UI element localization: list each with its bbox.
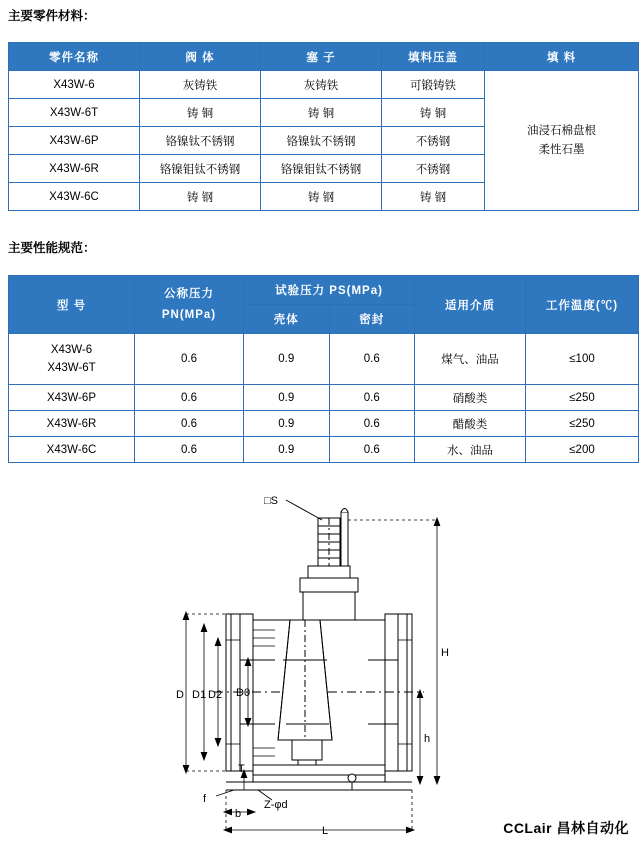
- table-header-row: [9, 276, 639, 305]
- cell-model: X43W-6R: [9, 411, 135, 437]
- label-b: b: [235, 808, 242, 820]
- cell-valve-body: 铸 铜: [140, 99, 261, 127]
- cell-seal-pressure: 0.6: [329, 411, 415, 437]
- cell-packing-gland: 不锈钢: [382, 127, 485, 155]
- label-square-s: □S: [264, 495, 278, 507]
- cell-shell-pressure: 0.9: [244, 385, 330, 411]
- header-nominal-pressure-line1: 公称压力: [164, 287, 214, 300]
- footer-brand: CCLair 昌林自动化: [503, 820, 629, 836]
- header-seal: 密封: [329, 305, 415, 334]
- header-shell: 壳体: [244, 305, 330, 334]
- header-plug: 塞 子: [261, 43, 382, 71]
- cell-model: X43W-6C: [9, 437, 135, 463]
- cell-medium: 水、油品: [415, 437, 526, 463]
- cell-packing-gland: 不锈钢: [382, 155, 485, 183]
- cell-valve-body: 铸 钢: [140, 183, 261, 211]
- cell-model: [9, 334, 135, 385]
- table-row: [9, 411, 639, 437]
- cell-medium: 硝酸类: [415, 385, 526, 411]
- materials-table-head: [9, 43, 639, 71]
- header-medium: 适用介质: [415, 276, 526, 334]
- valve-technical-drawing: [0, 490, 641, 852]
- cell-packing-gland: 铸 钢: [382, 183, 485, 211]
- header-nominal-pressure: [135, 276, 244, 334]
- header-valve-body: 阀 体: [140, 43, 261, 71]
- cell-nominal-pressure: 0.6: [135, 334, 244, 385]
- cell-valve-body: 铬镍钼钛不锈钢: [140, 155, 261, 183]
- cell-medium: 煤气、油品: [415, 334, 526, 385]
- cell-temperature: ≤100: [526, 334, 639, 385]
- header-packing: 填 料: [485, 43, 639, 71]
- cell-valve-body: 铬镍钛不锈钢: [140, 127, 261, 155]
- header-test-pressure: 试验压力 PS(MPa): [244, 276, 415, 305]
- cell-temperature: ≤250: [526, 385, 639, 411]
- table-row: [9, 334, 639, 385]
- cell-plug: 灰铸铁: [261, 71, 382, 99]
- performance-section-title: 主要性能规范：: [8, 241, 96, 255]
- cell-part-name: X43W-6R: [9, 155, 140, 183]
- performance-table: [8, 275, 639, 463]
- cell-shell-pressure: 0.9: [244, 411, 330, 437]
- packing-line-1: 油浸石棉盘根: [527, 125, 596, 138]
- label-L: L: [322, 825, 329, 837]
- label-T: T: [238, 763, 245, 775]
- cell-part-name: X43W-6P: [9, 127, 140, 155]
- label-h: h: [424, 733, 431, 745]
- cell-temperature: ≤200: [526, 437, 639, 463]
- cell-model: X43W-6P: [9, 385, 135, 411]
- cell-plug: 铬镍钛不锈钢: [261, 127, 382, 155]
- cell-part-name: X43W-6T: [9, 99, 140, 127]
- label-D0: D0: [236, 687, 251, 699]
- cell-seal-pressure: 0.6: [329, 334, 415, 385]
- table-row: [9, 385, 639, 411]
- cell-seal-pressure: 0.6: [329, 385, 415, 411]
- materials-table-body: [9, 71, 639, 211]
- table-header-row: [9, 43, 639, 71]
- label-f: f: [203, 793, 207, 805]
- cell-plug: 铬镍钼钛不锈钢: [261, 155, 382, 183]
- cell-plug: 铸 钢: [261, 183, 382, 211]
- materials-table: [8, 42, 639, 211]
- header-working-temperature: 工作温度(℃): [526, 276, 639, 334]
- performance-table-body: [9, 334, 639, 463]
- cell-packing-gland: 可锻铸铁: [382, 71, 485, 99]
- header-part-name: 零件名称: [9, 43, 140, 71]
- cell-shell-pressure: 0.9: [244, 334, 330, 385]
- cell-model-line1: X43W-6: [50, 343, 93, 356]
- table-row: [9, 71, 639, 99]
- header-model: 型 号: [9, 276, 135, 334]
- cell-model-line2: X43W-6T: [47, 362, 96, 374]
- cell-packing: [485, 71, 639, 211]
- label-D1: D1: [192, 689, 207, 701]
- cell-nominal-pressure: 0.6: [135, 411, 244, 437]
- cell-plug: 铸 铜: [261, 99, 382, 127]
- header-nominal-pressure-line2: PN(MPa): [161, 308, 217, 321]
- cell-seal-pressure: 0.6: [329, 437, 415, 463]
- table-row: [9, 437, 639, 463]
- cell-shell-pressure: 0.9: [244, 437, 330, 463]
- cell-part-name: X43W-6: [9, 71, 140, 99]
- cell-valve-body: 灰铸铁: [140, 71, 261, 99]
- label-Z-phi-d: Z-φd: [264, 799, 288, 811]
- label-H: H: [441, 647, 449, 659]
- header-packing-gland: 填料压盖: [382, 43, 485, 71]
- performance-table-head: [9, 276, 639, 334]
- cell-medium: 醋酸类: [415, 411, 526, 437]
- label-D2: D2: [208, 689, 223, 701]
- cell-nominal-pressure: 0.6: [135, 385, 244, 411]
- cell-temperature: ≤250: [526, 411, 639, 437]
- cell-packing-gland: 铸 铜: [382, 99, 485, 127]
- cell-nominal-pressure: 0.6: [135, 437, 244, 463]
- cell-part-name: X43W-6C: [9, 183, 140, 211]
- materials-section-title: 主要零件材料：: [8, 9, 96, 23]
- packing-line-2: 柔性石墨: [538, 143, 585, 156]
- label-D: D: [176, 689, 184, 701]
